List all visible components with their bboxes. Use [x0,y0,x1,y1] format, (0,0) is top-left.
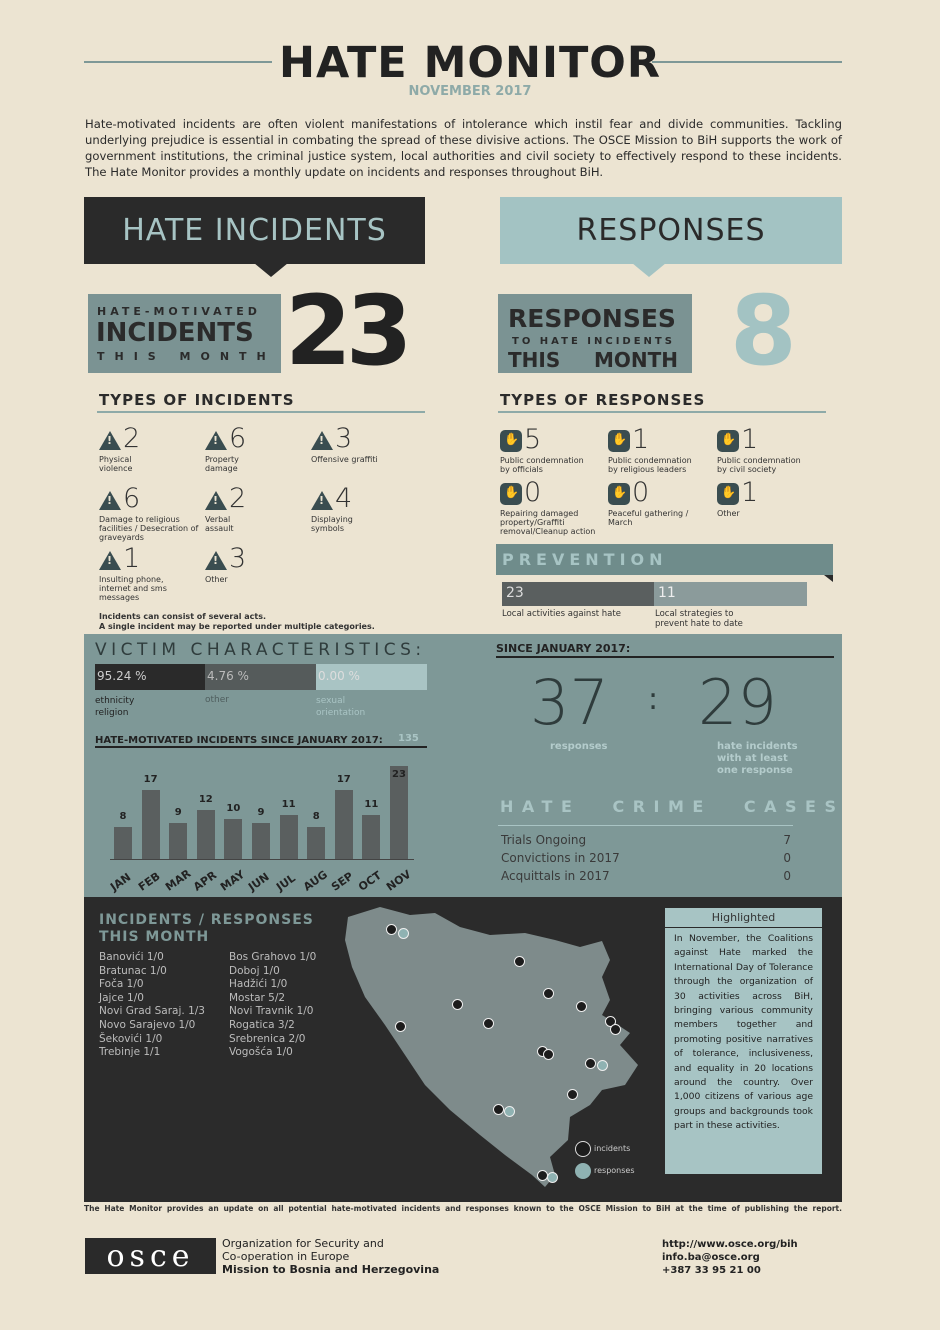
hate-crime-row [501,833,791,847]
chart-category-label: JUN [246,870,272,894]
city-item: Srebrenica 2/0 [229,1032,306,1045]
org-name-line3: Mission to Bosnia and Herzegovina [222,1263,440,1276]
map-incident-marker [567,1089,578,1100]
city-list-right [229,951,316,1060]
hate-crime-row-label: Trials Ongoing [501,833,587,847]
osce-logo [85,1238,216,1274]
victims-bar-other [205,664,316,690]
highlight-title: Highlighted [711,911,776,924]
incidents-count: 23 [285,275,407,387]
responses-box-line1: RESPONSES [508,304,676,333]
chart-bar-value: 9 [174,806,182,818]
city-item: Jajce 1/0 [99,991,144,1004]
since-jan-responses: 37 [530,666,609,739]
city-item: Mostar 5/2 [229,991,286,1004]
incident-type-count: 6 [123,483,141,514]
city-item: Novi Grad Saraj. 1/3 [99,1005,205,1018]
city-item: Banovići 1/0 [99,951,164,963]
incident-type-label: Physical violence [99,455,133,473]
map-incident-marker [543,988,554,999]
footer-email[interactable]: info.ba@osce.org [662,1252,760,1263]
responses-box-line2: TO HATE INCIDENTS [512,336,675,347]
prevention-strategies-value: 11 [658,585,676,601]
response-type [500,479,610,536]
incident-type-label: Verbal assault [205,515,234,533]
hate-crime-row [501,869,791,883]
chart-category-label: AUG [301,868,331,894]
incidents-count-box [88,294,281,373]
incidents-box-line3: THIS MONTH [97,350,276,363]
response-type-count: 5 [524,424,542,455]
chart-title-rule [95,746,427,748]
response-type [717,426,827,474]
chart-bar-value: 11 [364,798,379,810]
chart-bar-value: 10 [226,802,241,814]
map-response-marker [504,1106,515,1117]
chart-bar [252,823,270,859]
map-incident-marker [585,1058,596,1069]
incident-type [205,485,305,533]
response-type [500,426,610,474]
responses-banner-label: RESPONSES [576,213,766,248]
response-type-count: 1 [632,424,650,455]
response-type-count: 0 [524,477,542,508]
chart-category-label: MAY [218,867,248,894]
legend-responses-label: responses [594,1166,635,1175]
chart-category-label: JAN [108,870,134,894]
chart-bar-value: 8 [312,810,320,822]
city-item: Foča 1/0 [99,978,144,991]
map-incident-marker [576,1001,587,1012]
stop-hand-icon [500,430,522,452]
city-item: Bratunac 1/0 [99,964,167,977]
hate-crime-row [501,851,791,865]
map-incident-marker [483,1018,494,1029]
hate-crime-row-label: Acquittals in 2017 [501,869,610,883]
victims-pct: 95.24 % [97,669,147,683]
page-subtitle: NOVEMBER 2017 [408,84,532,99]
response-type-count: 1 [741,424,759,455]
stop-hand-icon [717,483,739,505]
legend-incidents-marker [575,1141,591,1157]
prevention-fold [824,575,833,582]
map-response-marker [547,1172,558,1183]
incidents-note-line2: A single incident may be reported under multiple categories. [99,622,375,631]
incident-type [311,425,411,464]
response-type-label: Public condemnation by religious leaders [608,456,692,474]
response-type-label: Repairing damaged property/Graffiti removal/Cleanup action [500,509,596,536]
prevention-banner [496,544,833,575]
incident-type [205,425,305,473]
banner-pointer [632,263,666,277]
org-name-line1: Organization for Security and [222,1237,384,1250]
warning-icon [311,491,333,510]
incident-type [99,545,199,602]
map-incident-marker [395,1021,406,1032]
victims-pct: 0.00 % [318,669,360,683]
map-incident-marker [610,1024,621,1035]
legend-incidents-label: incidents [594,1144,631,1153]
incident-type-label: Property damage [205,455,239,473]
stop-hand-icon [500,483,522,505]
chart-bar [362,815,380,859]
incident-type-count: 3 [335,423,353,454]
page-title: HATE MONITOR [279,38,661,88]
chart-baseline [110,859,414,860]
stop-hand-icon [608,430,630,452]
chart-category-label: OCT [356,868,385,894]
city-item: Rogatica 3/2 [229,1018,295,1031]
response-type-label: Public condemnation by civil society [717,456,801,474]
highlight-text: In November, the Coalitions against Hate marked the International Day of Tolerance through the organization of 30 activities across BiH, bringing various community members together and promoting positive narratives of tolerance, inclusiveness, and equality in 20 locations around the country. Over 1,000 citizens of various age groups and backgrounds took part in these activities. [674,933,813,1132]
warning-icon [99,551,121,570]
response-type-label: Other [717,509,740,518]
chart-bar-value: 12 [198,794,213,806]
hate-crime-row-value: 7 [783,833,791,847]
incidents-box-line2: INCIDENTS [96,318,254,348]
map-response-marker [597,1060,608,1071]
responses-box-line3a: THIS [508,348,561,372]
warning-icon [205,551,227,570]
victims-label: other [205,695,229,705]
city-item: Vogošća 1/0 [229,1046,293,1059]
map-heading1: INCIDENTS / RESPONSES [99,912,314,928]
map-heading2: THIS MONTH [99,929,210,945]
since-jan-incidents: 29 [698,666,777,739]
banner-pointer [254,263,288,277]
chart-category-label: NOV [384,867,414,894]
prevention-bar-strategies [654,582,807,606]
chart-bar [280,815,298,859]
since-jan-responses-label: responses [550,741,608,752]
chart-bar [197,810,215,859]
footer-disclaimer: The Hate Monitor provides an update on all potential hate-motivated incidents and responses known to the OSCE Mission to BiH at the time of publishing the report. [84,1204,842,1213]
prevention-bar-activities [502,582,654,606]
since-jan-separator: : [648,682,659,717]
incident-type-count: 2 [229,483,247,514]
incident-type-count: 6 [229,423,247,454]
highlight-box [665,908,822,1174]
hate-incidents-banner-label: HATE INCIDENTS [122,213,387,248]
chart-bar [169,823,187,859]
chart-bar [114,827,132,859]
incident-type-count: 1 [123,543,141,574]
responses-count: 8 [730,275,797,387]
chart-bar [335,790,353,859]
prevention-activities-label: Local activities against hate [502,609,621,619]
stop-hand-icon [608,483,630,505]
map-incident-marker [514,956,525,967]
types-responses-rule [498,411,826,413]
chart-bar-value: 11 [281,798,296,810]
types-of-incidents-heading: TYPES OF INCIDENTS [99,391,295,409]
incident-type [205,545,305,584]
types-incidents-rule [97,411,425,413]
victims-label: sexual orientation [316,696,366,718]
victims-bar-sexual [316,664,427,690]
chart-bar-value: 17 [143,774,158,786]
map-incident-marker [452,999,463,1010]
prevention-strategies-label: Local strategies to prevent hate to date [655,609,743,629]
victims-heading: VICTIM CHARACTERISTICS: [95,640,426,660]
response-type-label: Peaceful gathering / March [608,509,689,527]
incident-type [99,425,199,473]
since-jan-heading: SINCE JANUARY 2017: [496,642,631,655]
victims-pct: 4.76 % [207,669,249,683]
responses-count-box [498,294,692,373]
victims-label: ethnicity religion [95,696,135,718]
warning-icon [311,431,333,450]
intro-text: Hate-motivated incidents are often violent manifestations of intolerance which instil fear and divide communities. Tackling underlying prejudice is essential in combating the spread of these divisive actions. The OSCE Mission to BiH supports the work of government institutions, the criminal justice system, local authorities and civil society to effectively respond to these incidents. The Hate Monitor provides a monthly update on incidents and responses throughout BiH. [85,117,842,179]
map-response-marker [398,928,409,939]
map-incident-marker [386,924,397,935]
incident-type-label: Displaying symbols [311,515,353,533]
chart-category-label: SEP [328,869,356,894]
chart-bar [307,827,325,859]
response-type-count: 0 [632,477,650,508]
response-type [608,426,718,474]
highlight-rule [665,927,822,928]
legend-responses-marker [575,1163,591,1179]
incidents-box-line1: HATE-MOTIVATED [97,305,261,318]
city-item: Doboj 1/0 [229,964,280,977]
map-incident-marker [493,1104,504,1115]
incident-type-count: 4 [335,483,353,514]
responses-banner [500,197,842,264]
incident-type-count: 2 [123,423,141,454]
hate-crime-rule [498,825,793,826]
since-jan-rule [496,656,834,658]
since-jan-incidents-label: hate incidents with at least one response [717,741,798,776]
incident-type-label: Insulting phone, internet and sms messages [99,575,167,602]
chart-bar [224,819,242,859]
incident-type-count: 3 [229,543,247,574]
responses-box-line3b: MONTH [594,348,679,372]
hate-crime-heading: HATE CRIME CASES [500,797,845,816]
warning-icon [205,491,227,510]
city-item: Hadžići 1/0 [229,978,288,991]
incidents-note-line1: Incidents can consist of several acts. [99,612,267,621]
city-list-left [99,951,205,1060]
warning-icon [205,431,227,450]
incident-type-label: Other [205,575,228,584]
warning-icon [99,491,121,510]
org-name-line2: Co-operation in Europe [222,1250,350,1263]
incident-type-label: Damage to religious facilities / Desecration of graveyards [99,515,199,542]
hate-crime-row-value: 0 [783,851,791,865]
victims-bar-ethnicity [95,664,205,690]
chart-category-label: FEB [135,869,163,894]
hate-crime-row-value: 0 [783,869,791,883]
osce-logo-text: osce [106,1238,195,1274]
chart-title: HATE-MOTIVATED INCIDENTS SINCE JANUARY 2017: [95,735,383,746]
chart-category-label: MAR [163,866,194,894]
warning-icon [99,431,121,450]
footer-phone: +387 33 95 21 00 [662,1265,761,1276]
prevention-heading: PREVENTION [502,550,668,569]
chart-category-label: JUL [273,871,298,894]
map-incident-marker [543,1049,554,1060]
chart-category-label: APR [190,868,219,894]
city-item: Novi Travnik 1/0 [229,1005,314,1018]
city-item: Trebinje 1/1 [99,1046,161,1059]
chart-bar-value: 9 [257,806,265,818]
hate-crime-row-label: Convictions in 2017 [501,851,620,865]
prevention-activities-value: 23 [506,585,524,601]
chart-total: 135 [398,733,419,744]
footer-url[interactable]: http://www.osce.org/bih [662,1239,798,1250]
city-item: Novo Sarajevo 1/0 [99,1018,196,1031]
hate-incidents-banner [84,197,425,264]
response-type [717,479,827,518]
response-type [608,479,718,527]
stop-hand-icon [717,430,739,452]
response-type-count: 1 [741,477,759,508]
types-of-responses-heading: TYPES OF RESPONSES [500,391,706,409]
city-item: Šekovići 1/0 [99,1032,163,1045]
chart-bar-value: 23 [392,769,406,780]
incidents-note [99,612,375,632]
incident-type [311,485,411,533]
chart-bar-value: 8 [119,810,127,822]
chart-bar-value: 17 [336,774,351,786]
response-type-label: Public condemnation by officials [500,456,584,474]
incident-type [99,485,199,542]
incident-type-label: Offensive graffiti [311,455,378,464]
chart-bar [142,790,160,859]
city-item: Bos Grahovo 1/0 [229,951,317,963]
